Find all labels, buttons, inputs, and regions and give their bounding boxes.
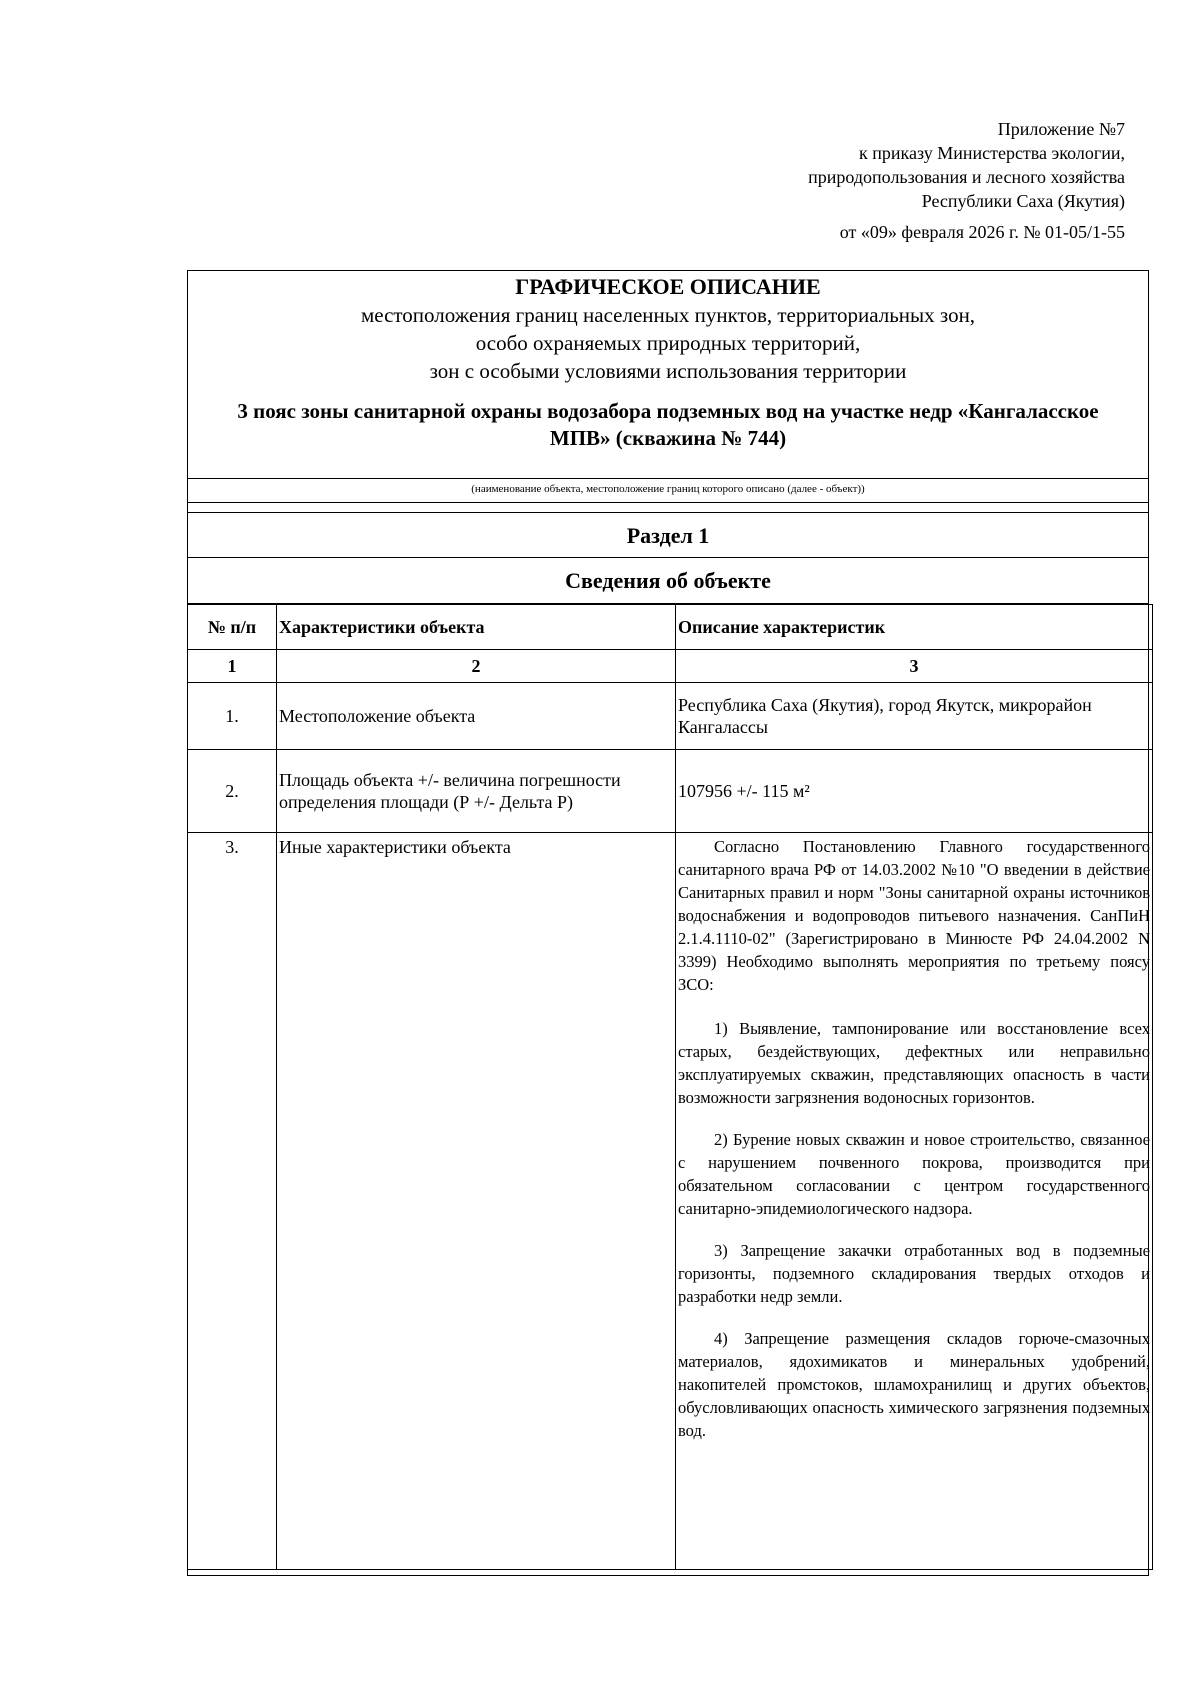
table-row xyxy=(188,833,1153,1570)
document-frame xyxy=(187,270,1149,1576)
description-paragraph: 4) Запрещение размещения складов горюче-смазочных материалов, ядохимикатов и минеральных удобрений, накопителей промстоков, шламохранилищ и других объектов, обусловливающих опасность химического загрязнения подземных вод. xyxy=(678,1329,1150,1440)
order-reference: от «09» февраля 2026 г. № 01-05/1-55 xyxy=(839,222,1125,242)
object-name-note: (наименование объекта, местоположение границ которого описано (далее - объект)) xyxy=(188,479,1148,503)
table-header-row xyxy=(188,605,1153,650)
row-number-cell: 2. xyxy=(188,750,277,833)
table-header-cell: № п/п xyxy=(188,605,277,650)
table-header-cell: Характеристики объекта xyxy=(277,605,676,650)
object-info-table xyxy=(187,604,1153,1570)
column-number-cell: 2 xyxy=(277,650,676,683)
characteristic-cell: Площадь объекта +/- величина погрешности определения площади (Р +/- Дельта Р) xyxy=(277,750,676,833)
document-subtitle: зон с особыми условиями использования территории xyxy=(429,359,907,383)
description-cell: Республика Саха (Якутия), город Якутск, микрорайон Кангалассы xyxy=(676,683,1153,750)
annex-block xyxy=(808,117,1125,244)
description-paragraph: 3) Запрещение закачки отработанных вод в подземные горизонты, подземного складирования твердых отходов и разработки недр земли. xyxy=(678,1241,1150,1306)
table-row xyxy=(188,750,1153,833)
description-cell: 107956 +/- 115 м² xyxy=(676,750,1153,833)
table-column-numbers-row xyxy=(188,650,1153,683)
annex-line: природопользования и лесного хозяйства xyxy=(808,167,1125,187)
document-subtitle: особо охраняемых природных территорий, xyxy=(475,331,861,355)
description-cell xyxy=(676,833,1153,1570)
row-number-cell: 1. xyxy=(188,683,277,750)
description-paragraph: Согласно Постановлению Главного государственного санитарного врача РФ от 14.03.2002 №10 "О введении в действие Санитарных правил и норм "Зоны санитарной охраны источников водоснабжения и водопроводов питьевого назначения. СанПиН 2.1.4.1110-02" (Зарегистрировано в Минюсте РФ 24.04.2002 N 3399) Необходимо выполнять мероприятия по третьему поясу ЗСО: xyxy=(678,837,1150,994)
row-number-cell: 3. xyxy=(188,833,277,1570)
description-paragraph: 1) Выявление, тампонирование или восстановление всех старых, бездействующих, дефектных или неправильно эксплуатируемых скважин, представляющих опасность в части возможности загрязнения водоносных горизонтов. xyxy=(678,1019,1150,1107)
annex-line: Республики Саха (Якутия) xyxy=(921,191,1125,211)
table-row xyxy=(188,683,1153,750)
table-header-cell: Описание характеристик xyxy=(676,605,1153,650)
annex-line: к приказу Министерства экологии, xyxy=(858,143,1125,163)
object-name: 3 пояс зоны санитарной охраны водозабора подземных вод на участке недр «Кангаласское МПВ» (скважина № 744) xyxy=(237,399,1099,450)
annex-line: Приложение №7 xyxy=(997,119,1125,139)
description-paragraph: 2) Бурение новых скважин и новое строительство, связанное с нарушением почвенного покрова, производится при обязательном согласовании с центром государственного санитарно-эпидемиологического надзора. xyxy=(678,1130,1150,1218)
document-subtitle: местоположения границ населенных пунктов, территориальных зон, xyxy=(360,303,976,327)
section-title: Раздел 1 xyxy=(188,512,1148,558)
characteristic-cell: Иные характеристики объекта xyxy=(277,833,676,1570)
document-header xyxy=(188,271,1148,479)
characteristic-cell: Местоположение объекта xyxy=(277,683,676,750)
document-title: ГРАФИЧЕСКОЕ ОПИСАНИЕ xyxy=(515,274,821,299)
section-subtitle: Сведения об объекте xyxy=(188,558,1148,604)
column-number-cell: 3 xyxy=(676,650,1153,683)
column-number-cell: 1 xyxy=(188,650,277,683)
